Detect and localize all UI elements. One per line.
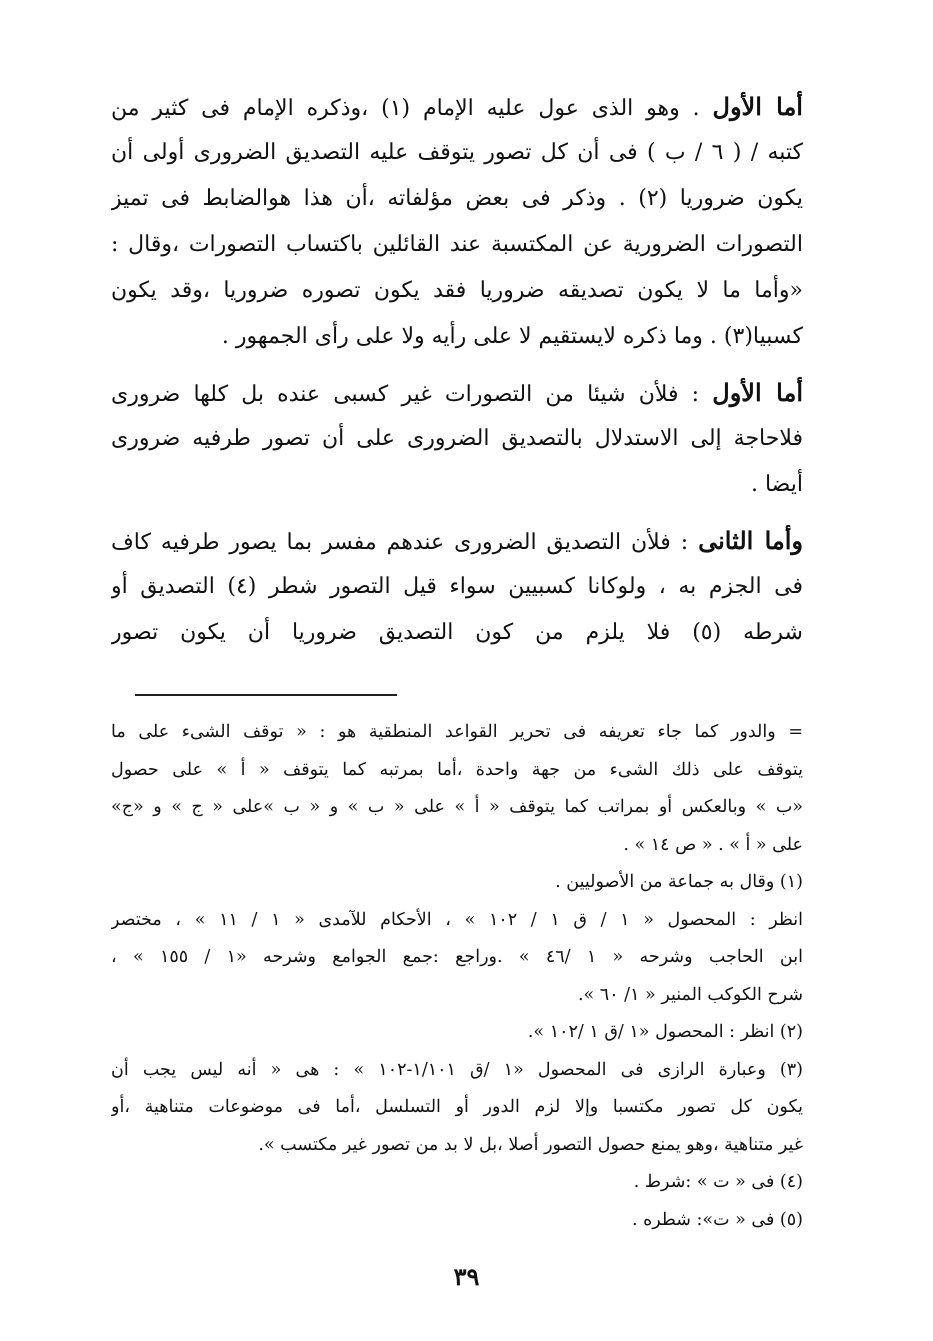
- page-number: ٣٩: [453, 1262, 480, 1291]
- footnotes: [111, 714, 803, 1239]
- footnote-line: ابن الحاجب وشرحه « ١ /٤٦ » .وراجع :جمع الجوامع وشرحه «١ / ١٥٥ » ،: [111, 947, 803, 967]
- body-line: أما الأول . وهو الذى عول عليه الإمام (١) ،وذكره الإمام فى كثير من: [111, 92, 803, 121]
- footnote-line: يتوقف على ذلك الشىء من جهة واحدة ،أما بمرتبه كما يتوقف « أ » على حصول: [111, 759, 803, 780]
- footnote-line: «ب » وبالعكس أو بمراتب كما يتوقف « أ » على « ب » و « ب »على « ج » و «ج»: [111, 797, 803, 817]
- footnote-line: انظر : المحصول « ١ / ق ١ / ١٠٢ » ، الأحكام للآمدى « ١ / ١١ » ، مختصر: [111, 909, 803, 930]
- body-line: فى الجزم به ، ولوكانا كسبيين سواء قيل التصور شطر (٤) التصديق أو: [111, 574, 803, 599]
- footnote-line: غير متناهية ،وهو يمنع حصول التصور أصلا ،بل لا بد من تصور غير مكتسب ».: [258, 1134, 803, 1155]
- body-line: «وأما ما لا يكون تصديقه ضروريا فقد يكون تصوره ضروريا ،وقد يكون: [111, 278, 803, 303]
- body-line: كتبه / ( ٦ / ب ) فى أن كل تصور يتوقف عليه التصديق الضرورى أولى أن: [111, 140, 803, 165]
- body-line: أما الأول : فلأن شيئا من التصورات غير كسبى عنده بل كلها ضرورى: [111, 378, 803, 407]
- paragraph-lead: وأما الثانى: [698, 526, 803, 555]
- footnote-line: شرح الكوكب المنير « ١/ ٦٠ ».: [577, 984, 803, 1005]
- footnote-line: (٣) وعبارة الرازى فى المحصول «١ /ق ١/١٠١-١٠٢ » : هى « أنه ليس يجب أن: [111, 1059, 803, 1080]
- footnote-line: (٥) فى « ت»: شطره .: [631, 1209, 803, 1230]
- body-line: كسبيا(٣) . وما ذكره لايستقيم لا على رأيه ولا على رأى الجمهور .: [221, 324, 803, 349]
- footnote-line: = والدور كما جاء تعريفه فى تحرير القواعد المنطقية هو : « توقف الشىء على ما: [111, 722, 803, 742]
- footnote-line: (٤) فى « ت » :شرط .: [633, 1172, 803, 1192]
- body-line: أيضا .: [750, 472, 803, 497]
- body-line: يكون ضروريا (٢) . وذكر فى بعض مؤلفاته ،أن هذا هوالضابط فى تميز: [111, 186, 803, 211]
- footnote-separator: [135, 694, 397, 696]
- body-line: التصورات الضرورية عن المكتسبة عند القائلين باكتساب التصورات ،وقال :: [111, 232, 803, 257]
- body-line: وأما الثانى : فلأن التصديق الضرورى عندهم مفسر بما يصور طرفيه كاف: [111, 526, 803, 555]
- footnote-line: (١) وقال به جماعة من الأصوليين .: [555, 872, 803, 892]
- body-line: فلاحاجة إلى الاستدلال بالتصديق الضرورى على أن تصور طرفيه ضرورى: [111, 426, 803, 451]
- footnote-line: على « أ » . « ص ١٤ » .: [623, 834, 803, 855]
- main-text: [111, 84, 803, 656]
- paragraph-lead: أما الأول: [712, 92, 803, 121]
- paragraph-lead: أما الأول: [712, 378, 803, 407]
- footnote-line: يكون كل تصور مكتسبا وإلا لزم الدور أو التسلسل ،أما فى موضوعات متناهية ،أو: [111, 1097, 803, 1117]
- body-line: شرطه (٥) فلا يلزم من كون التصديق ضروريا أن يكون تصور: [111, 620, 803, 645]
- footnote-line: (٢) انظر : المحصول «١ /ق ١ /١٠٢ ».: [527, 1022, 803, 1042]
